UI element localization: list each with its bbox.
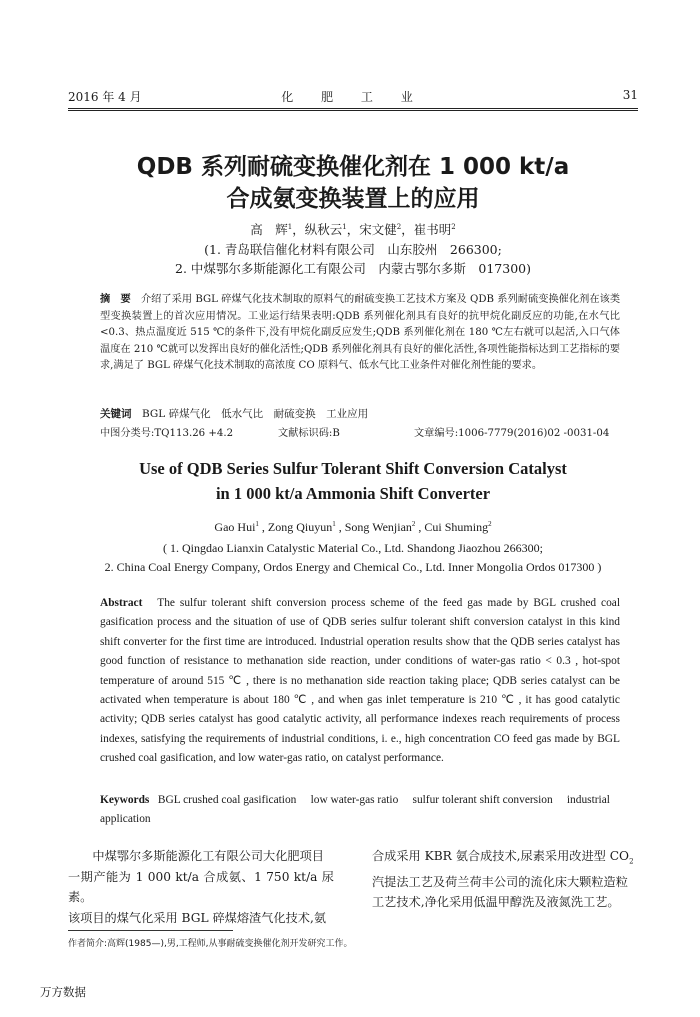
keywords-cn-text: BGL 碎煤气化 低水气比 耐硫变换 工业应用 xyxy=(142,408,369,420)
separator: , xyxy=(415,520,425,534)
body-left-line-3: 该项目的煤气化采用 BGL 碎煤熔渣气化技术,氨 xyxy=(68,910,327,925)
author-en-1-aff: 1 xyxy=(255,520,259,528)
keywords-cn-label: 关键词 xyxy=(100,408,132,420)
separator: , xyxy=(335,520,345,534)
footnote-rule xyxy=(68,930,233,931)
author-en-4-aff: 2 xyxy=(488,520,492,528)
author-1-aff: 1 xyxy=(287,222,293,231)
document-code: 文献标识码:B xyxy=(278,428,340,439)
abstract-en xyxy=(100,594,620,769)
author-4-aff: 2 xyxy=(451,222,456,231)
separator: , xyxy=(258,520,268,534)
journal-name: 化 肥 工 业 xyxy=(281,90,425,104)
issue-date: 2016 年 4 月 xyxy=(68,90,142,104)
page-number: 31 xyxy=(622,88,638,102)
abstract-en-label: Abstract xyxy=(100,597,143,609)
keywords-en-label: Keywords xyxy=(100,794,150,806)
title-en-line-2: in 1 000 kt/a Ammonia Shift Converter xyxy=(215,484,491,503)
affiliation-en-2: 2. China Coal Energy Company, Ordos Energy and Chemical Co., Ltd. Inner Mongolia Ordos 017300 ) xyxy=(104,560,602,574)
keywords-cn xyxy=(100,406,620,421)
author-footnote: 作者简介:高辉(1985—),男,工程师,从事耐硫变换催化剂开发研究工作。 xyxy=(68,939,353,949)
body-right-line-1-text: 合成采用 KBR 氨合成技术,尿素采用改进型 CO xyxy=(372,849,630,863)
article-number: 文章编号:1006-7779(2016)02 -0031-04 xyxy=(414,428,610,439)
author-en-2: Zong Qiuyun xyxy=(267,520,333,534)
keywords-en xyxy=(100,791,620,830)
abstract-cn-label: 摘 要 xyxy=(100,294,131,305)
abstract-cn xyxy=(100,292,620,375)
body-column-right xyxy=(372,846,638,913)
author-3: 宋文健 xyxy=(359,222,397,237)
affiliation-en-1: ( 1. Qingdao Lianxin Catalystic Material Co., Ltd. Shandong Jiaozhou 266300; xyxy=(163,541,543,555)
author-2-aff: 1 xyxy=(342,222,347,231)
authors-en xyxy=(68,520,638,535)
running-header xyxy=(68,88,638,108)
author-en-1: Gao Hui xyxy=(214,520,256,534)
watermark: 万方数据 xyxy=(40,985,86,999)
body-right-line-2: 汽提法工艺及荷兰荷丰公司的流化床大颗粒造粒 xyxy=(372,874,628,889)
co2-subscript: 2 xyxy=(629,857,634,866)
authors-cn xyxy=(68,220,638,238)
affiliation-cn-2: 2. 中煤鄂尔多斯能源化工有限公司 内蒙古鄂尔多斯 017300) xyxy=(175,261,531,276)
separator: ， xyxy=(346,222,360,237)
header-rule-thin xyxy=(68,110,638,111)
abstract-en-text: The sulfur tolerant shift conversion process scheme of the feed gas made by BGL crushed coal gasification process and the situation of use of QDB series sulfur tolerant shift conversion catalyst in this kind shift converter for the first time are introduced. Industrial operation results show that the QDB series catalyst has good function of resistance to methanation side reaction, under conditions of water-gas ratio < 0.3 , hot-spot temperature of around 515 ℃ , there is no methanation side reaction taking place; QDB series catalyst can be activated when temperature is about 180 ℃ , and when gas inlet temperature is 210 ℃ , it has good catalytic activity; QDB series catalyst has good catalytic activity, all performance indexes reach requirements of process indexes, satisfying the requirements of industrial conditions, i. e., high concentration CO feed gas made by BGL crushed coal gasification, and low water-gas ratio, on catalyst performance. xyxy=(100,597,620,765)
separator: ， xyxy=(401,222,414,237)
author-en-2-aff: 1 xyxy=(332,520,336,528)
title-en-line-1: Use of QDB Series Sulfur Tolerant Shift Conversion Catalyst xyxy=(139,459,567,478)
classification-row xyxy=(100,424,620,440)
body-left-line-1: 中煤鄂尔多斯能源化工有限公司大化肥项目 xyxy=(92,849,324,863)
separator: ， xyxy=(292,222,305,237)
author-1: 高 辉 xyxy=(250,222,288,237)
author-en-4: Cui Shuming xyxy=(424,520,489,534)
author-3-aff: 2 xyxy=(396,222,402,231)
author-en-3: Song Wenjian xyxy=(344,520,412,534)
affiliation-cn-1: (1. 青岛联信催化材料有限公司 山东胶州 266300; xyxy=(204,242,502,257)
clc-number: 中图分类号:TQ113.26 +4.2 xyxy=(100,428,234,439)
title-cn-line-2: 合成氨变换装置上的应用 xyxy=(226,186,480,212)
body-column-left xyxy=(68,846,334,928)
body-right-line-3: 工艺技术,净化采用低温甲醇洗及液氮洗工艺。 xyxy=(372,895,620,910)
author-2: 纵秋云 xyxy=(304,222,343,237)
abstract-cn-text: 介绍了采用 BGL 碎煤气化技术制取的原料气的耐硫变换工艺技术方案及 QDB 系列耐硫变换催化剂在该类型变换装置上的首次应用情况。工业运行结果表明:QDB 系列催化剂具有良好的抗甲烷化副反应的功能,在水气比 <0.3、热点温度近 515 ℃的条件下,没有甲烷化副反应发生;QDB 系列催化剂在 180 ℃左右就可以起活,入口气体温度在 210 ℃就可以发挥出良好的催化活性;QDB 系列催化剂具有良好的催化活性,各项性能指标达到工艺指标的要求,满足了 BGL 碎煤气化技术制取的高浓度 CO 原料气、低水气比工业条件对催化剂性能的要求。 xyxy=(100,294,621,371)
title-cn-line-1: QDB 系列耐硫变换催化剂在 1 000 kt/a xyxy=(136,154,570,180)
body-right-line-1 xyxy=(372,846,638,872)
header-rule xyxy=(68,108,638,109)
author-en-3-aff: 2 xyxy=(411,520,416,528)
body-left-line-2: 一期产能为 1 000 kt/a 合成氨、1 750 kt/a 尿素。 xyxy=(68,869,334,904)
keywords-en-text: BGL crushed coal gasification low water-gas ratio sulfur tolerant shift conversion industrial application xyxy=(100,794,610,826)
author-4: 崔书明 xyxy=(413,222,452,237)
